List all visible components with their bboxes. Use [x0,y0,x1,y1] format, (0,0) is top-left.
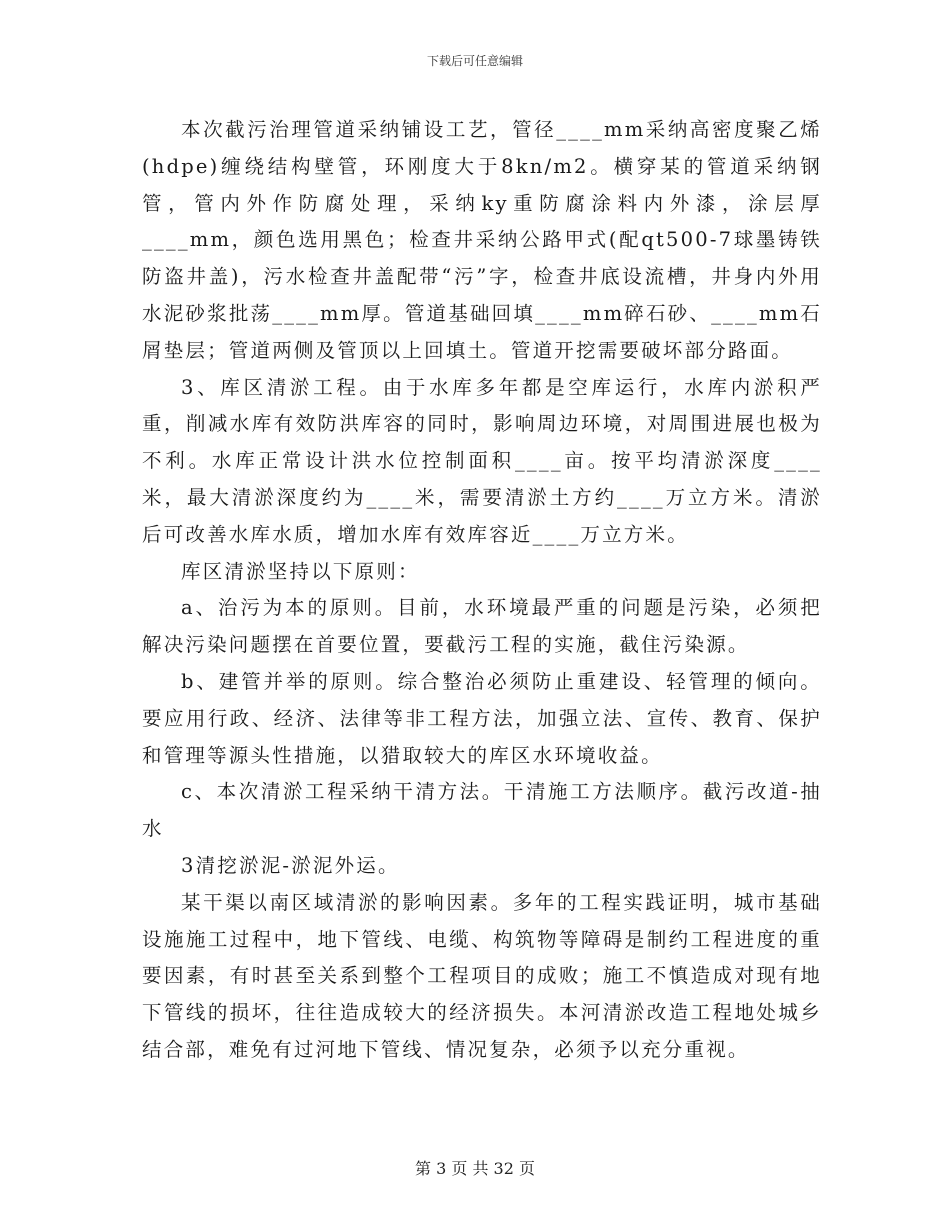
paragraph-reservoir-dredging: 3、库区清淤工程。由于水库多年都是空库运行，水库内淤积严重，削减水库有效防洪库容的同时，影响周边环境，对周围进展也极为不利。水库正常设计洪水位控制面积____亩。按平均清淤深度____米，最大清淤深度约为____米，需要清淤土方约____万立方米。清淤后可改善水库水质，增加水库有效库容近____万立方米。 [142,375,822,546]
paragraph-principle-a: a、治污为本的原则。目前，水环境最严重的问题是污染，必须把解决污染问题摆在首要位置，要截污工程的实施，截住污染源。 [142,596,822,657]
paragraph-principle-b: b、建管并举的原则。综合整治必须防止重建设、轻管理的倾向。要应用行政、经济、法律等非工程方法，加强立法、宣传、教育、保护和管理等源头性措施，以猎取较大的库区水环境收益。 [142,669,822,767]
document-body [142,112,822,1069]
page-header: 下载后可任意编辑 [426,54,523,68]
paragraph-principle-c: c、本次清淤工程采纳干清方法。干清施工方法顺序。截污改道-抽水 [142,780,822,841]
page-number: 第 3 页 共 32 页 [415,1159,535,1178]
paragraph-sequence: 3清挖淤泥-淤泥外运。 [181,853,400,877]
paragraph-principles-intro: 库区清淤坚持以下原则： [181,559,420,583]
paragraph-influence-factors: 某干渠以南区域清淤的影响因素。多年的工程实践证明，城市基础设施施工过程中，地下管线、电缆、构筑物等障碍是制约工程进度的重要因素，有时甚至关系到整个工程项目的成败；施工不慎造成对现有地下管线的损坏，往往造成较大的经济损失。本河清淤改造工程地处城乡结合部，难免有过河地下管线、情况复杂，必须予以充分重视。 [142,890,822,1061]
paragraph-pipeline: 本次截污治理管道采纳铺设工艺，管径____mm采纳高密度聚乙烯(hdpe)缠绕结构壁管，环刚度大于8kn/m2。横穿某的管道采纳钢管，管内外作防腐处理，采纳ky重防腐涂料内外漆，涂层厚____mm，颜色选用黑色；检查井采纳公路甲式(配qt500-7球墨铸铁防盗井盖)，污水检查井盖配带“污”字，检查井底设流槽，井身内外用水泥砂浆批荡____mm厚。管道基础回填____mm碎石砂、____mm石屑垫层；管道两侧及管顶以上回填土。管道开挖需要破坏部分路面。 [142,118,822,362]
